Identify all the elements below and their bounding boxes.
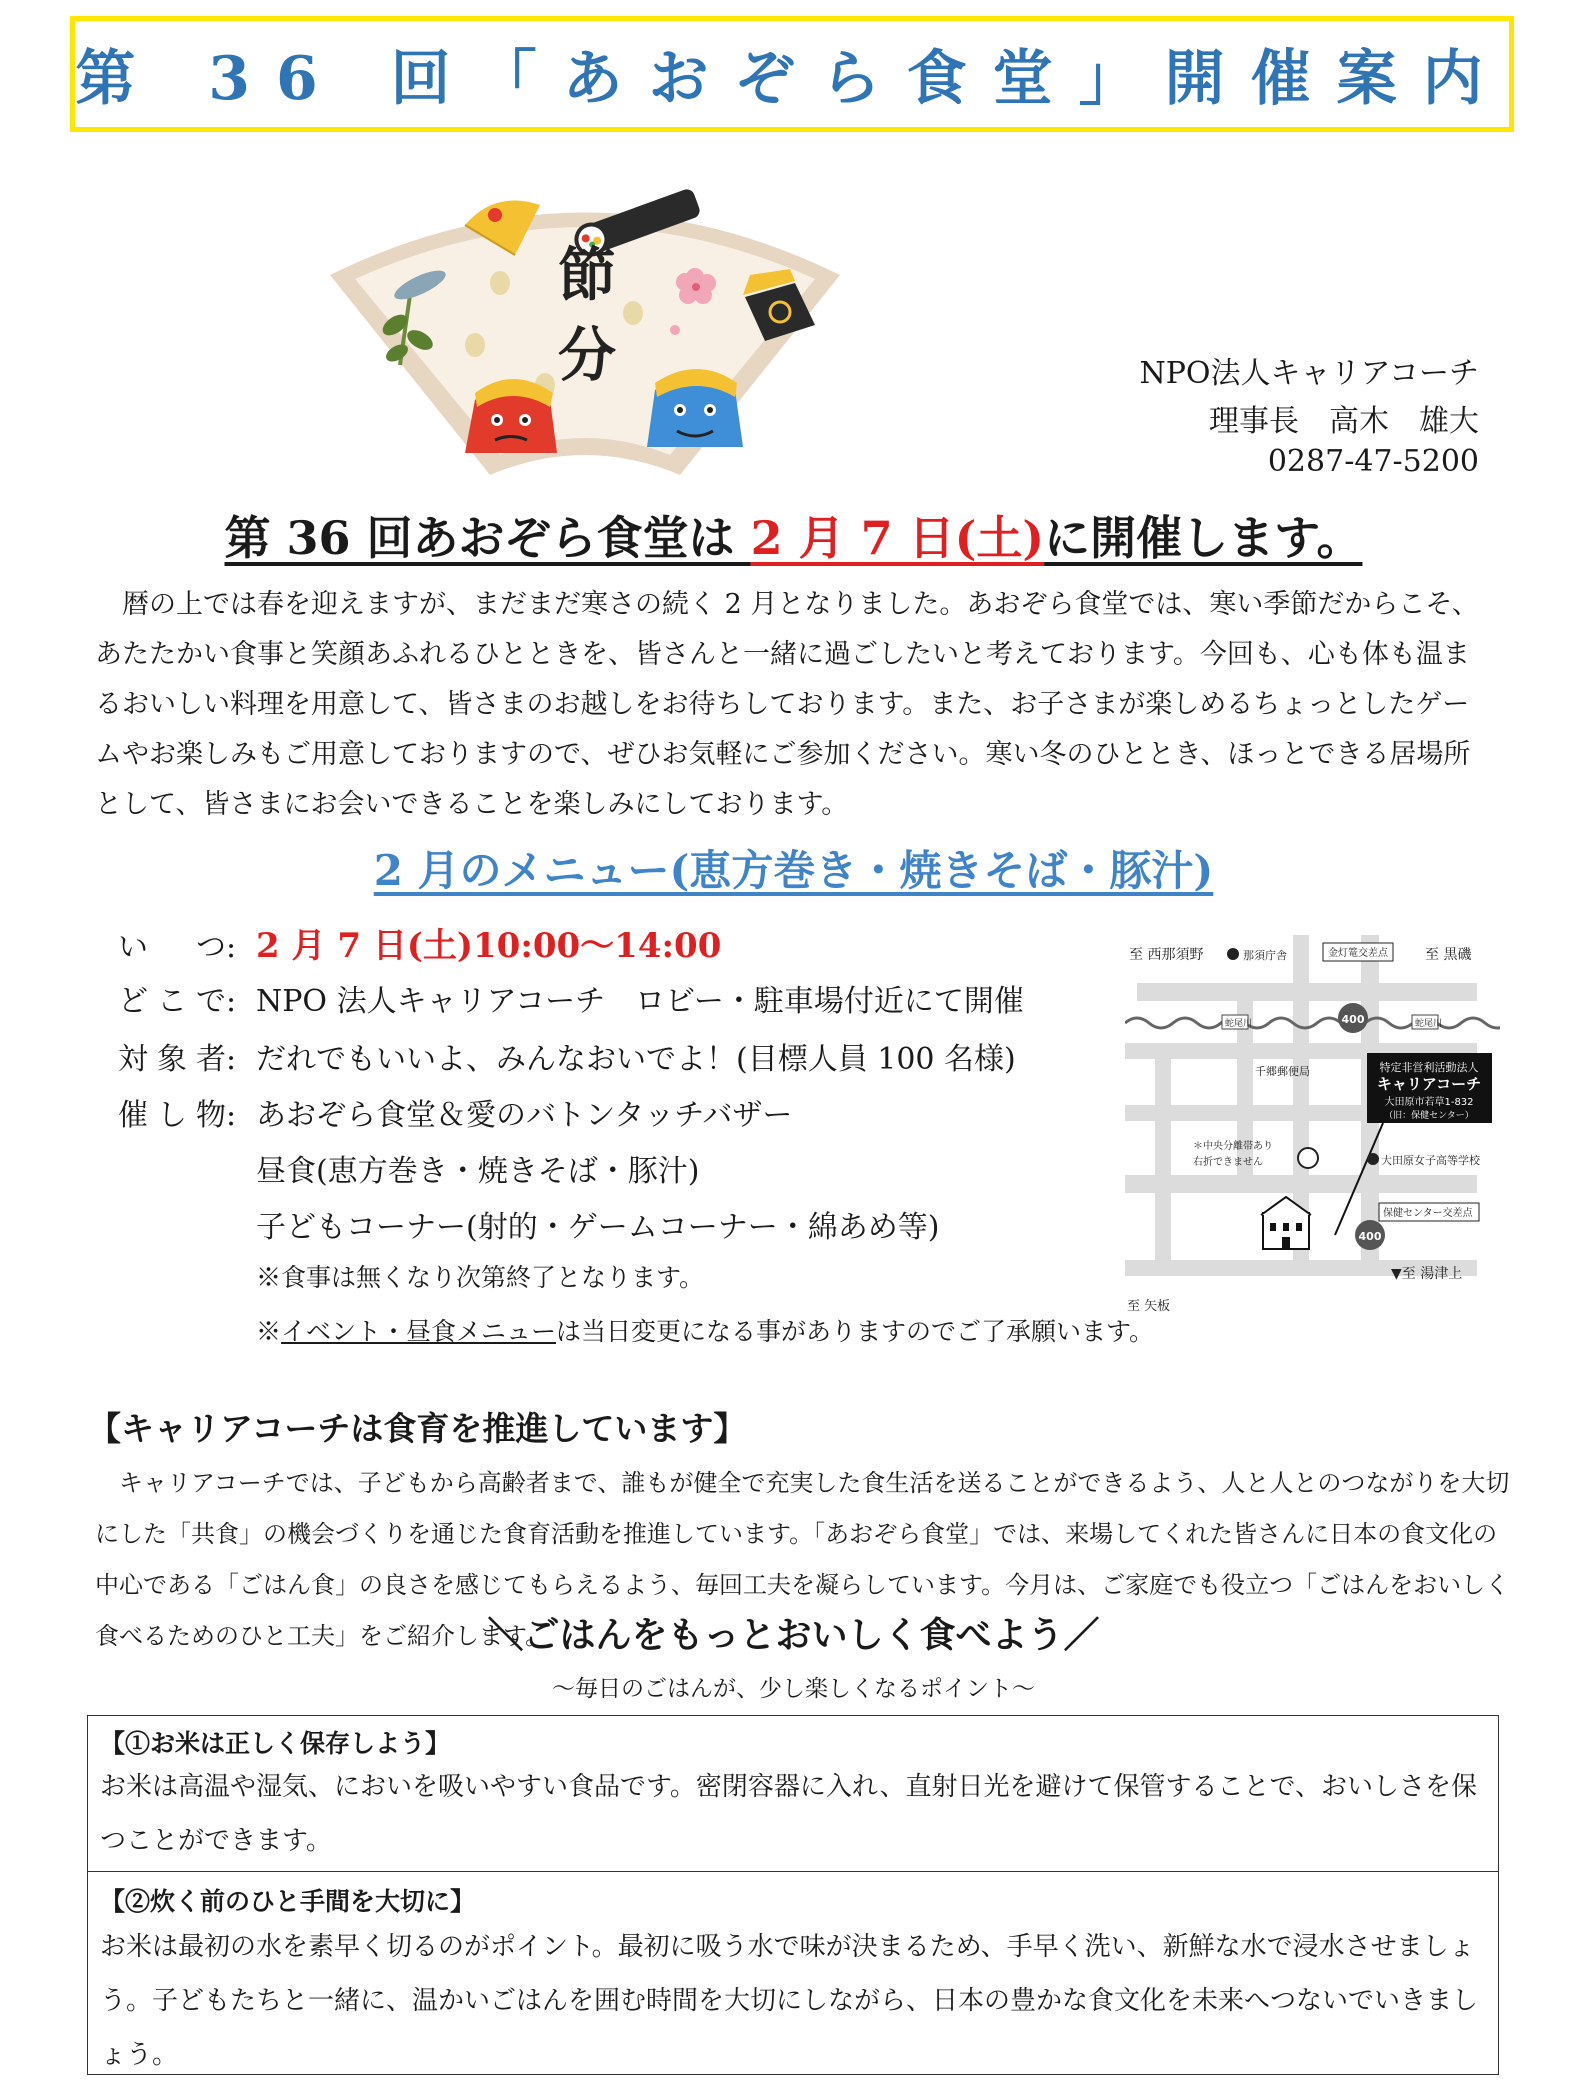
- no-right-turn-icon: [1298, 1148, 1318, 1168]
- info-where-label: どこで: [118, 984, 226, 1019]
- info-target: 対象者: だれでもいいよ、みんなおいでよ！(目標人員 100 名様): [118, 1034, 1016, 1078]
- map-label: 大田原女子高等学校: [1381, 1154, 1480, 1167]
- page-title: 第 36 回「あおぞら食堂」開催案内: [75, 44, 1509, 114]
- note-change-link: イベント・昼食メニュー: [281, 1317, 557, 1346]
- tips-title: ＼ごはんをもっとおいしく食べよう／: [487, 1614, 1100, 1656]
- section-heading: 【キャリアコーチは食育を推進しています】: [88, 1409, 747, 1448]
- map-label: 特定非営利活動法人: [1379, 1061, 1479, 1074]
- note-change-mark: ※: [256, 1317, 282, 1346]
- note-food: ※食事は無くなり次第終了となります。: [256, 1263, 705, 1292]
- map-marker-icon: [1227, 948, 1239, 960]
- org-chair: 理事長 高木 雄大: [1209, 404, 1479, 439]
- map-marker-icon: [1367, 1153, 1379, 1165]
- info-when: いつ: 2 月 7 日(土)10:00～14:00: [118, 918, 721, 967]
- info-when-value: 2 月 7 日(土)10:00～14:00: [256, 926, 722, 966]
- title-banner: [70, 16, 1514, 132]
- tip-body: お米は最初の水を素早く切るのがポイント。最初に吸う水で味が決まるため、手早く洗い、新鮮な水で浸水させましょう。子どもたちと一緒に、温かいごはんを囲む時間を大切にしながら、日本の豊かな食文化を未来へつないでいきましょう。: [100, 1932, 1479, 2070]
- menu-heading: 2 月のメニュー(恵方巻き・焼きそば・豚汁): [373, 846, 1214, 895]
- info-target-value: だれでもいいよ、みんなおいでよ！(目標人員 100 名様): [256, 1042, 1016, 1077]
- org-name: NPO法人キャリアコーチ: [1139, 356, 1479, 391]
- map-label: 那須庁舎: [1243, 949, 1287, 962]
- tips-subtitle: ～毎日のごはんが、少し楽しくなるポイント～: [552, 1676, 1035, 1702]
- map-label: ▼至 湯津上: [1391, 1266, 1463, 1282]
- blue-oni-icon: [647, 369, 743, 447]
- info-event-label: 催し物: [118, 1098, 226, 1133]
- map-label: 大田原市若草1-832: [1384, 1097, 1474, 1108]
- info-event: 催し物: あおぞら食堂＆愛のバトンタッチバザー: [118, 1090, 792, 1134]
- map-label: 至 西那須野: [1129, 947, 1204, 963]
- headline-date: 2 月 7 日(土): [750, 511, 1045, 565]
- org-phone: 0287-47-5200: [1267, 444, 1479, 479]
- map-label: ＊中央分離帯あり: [1193, 1141, 1273, 1152]
- tips-table: [87, 1715, 1499, 2075]
- info-where: どこで: NPO 法人キャリアコーチ ロビー・駐車場付近にて開催: [118, 976, 1024, 1020]
- fan-label-top: 節: [557, 241, 617, 309]
- intro-paragraph: 暦の上では春を迎えますが、まだまだ寒さの続く 2 月となりました。あおぞら食堂では、寒い季節だからこそ、あたたかい食事と笑顔あふれるひとときを、皆さんと一緒に過ごしたいと考えております。今回も、心も体も温まるおいしい料理を用意して、皆さまのお越しをお待ちしております。また、お子さまが楽しめるちょっとしたゲームやお楽しみもご用意しておりますので、ぜひお気軽にご参加ください。寒い冬のひととき、ほっとできる居場所として、皆さまにお会いできることを楽しみにしております。: [95, 589, 1479, 820]
- map-label: 蛇尾川: [1415, 1019, 1443, 1029]
- note-change: [256, 1312, 1154, 1348]
- info-target-label: 対象者: [118, 1042, 226, 1077]
- map-label: 保健センター交差点: [1383, 1208, 1473, 1219]
- info-event-item: あおぞら食堂＆愛のバトンタッチバザー: [256, 1098, 793, 1133]
- map-label: キャリアコーチ: [1376, 1075, 1482, 1093]
- fan-label-bottom: 分: [557, 321, 617, 389]
- info-event-item: 子どもコーナー(射的・ゲームコーナー・綿あめ等): [256, 1210, 940, 1245]
- map-label: 400: [1358, 1230, 1382, 1243]
- info-where-value: NPO 法人キャリアコーチ ロビー・駐車場付近にて開催: [256, 984, 1024, 1019]
- map-label: 右折できません: [1193, 1157, 1263, 1168]
- map-label: 千郷郵便局: [1255, 1065, 1310, 1078]
- note-change-text: は当日変更になる事がありますのでご了承願います。: [556, 1317, 1155, 1346]
- tip-heading: 【①お米は正しく保存しよう】: [100, 1729, 451, 1758]
- tips-divider: [88, 1871, 1498, 1872]
- info-event-item: 昼食(恵方巻き・焼きそば・豚汁): [256, 1154, 700, 1189]
- headline-pre: 第 36 回あおぞら食堂は: [224, 511, 751, 565]
- map-label: 蛇尾川: [1225, 1019, 1253, 1029]
- setsubun-fan-illustration: [325, 185, 845, 480]
- tip-body: お米は高温や湿気、においを吸いやすい食品です。密閉容器に入れ、直射日光を避けて保管することで、おいしさを保つことができます。: [100, 1772, 1477, 1856]
- map-label: 至 矢板: [1127, 1299, 1171, 1314]
- access-map: [1125, 935, 1500, 1315]
- event-headline: [0, 502, 1587, 568]
- map-label: 400: [1341, 1013, 1365, 1026]
- map-label: （旧：保健センター）: [1384, 1111, 1474, 1121]
- section-body: キャリアコーチでは、子どもから高齢者まで、誰もが健全で充実した食生活を送ることができるよう、人と人とのつながりを大切にした「共食」の機会づくりを通じた食育活動を推進しています。「あおぞら食堂」では、来場してくれた皆さんに日本の食文化の中心である「ごはん食」の良さを感じてもらえるよう、毎回工夫を凝らしています。今月は、ご家庭でも役立つ「ごはんをおいしく食べるためのひと工夫」をご紹介します。: [95, 1469, 1510, 1650]
- headline-post: に開催します。: [1044, 511, 1363, 565]
- map-label: 金灯篭交差点: [1328, 948, 1388, 959]
- info-when-label: いつ: [118, 930, 226, 965]
- tip-heading: 【②炊く前のひと手間を大切に】: [100, 1887, 476, 1916]
- map-label: 至 黒磯: [1425, 947, 1472, 963]
